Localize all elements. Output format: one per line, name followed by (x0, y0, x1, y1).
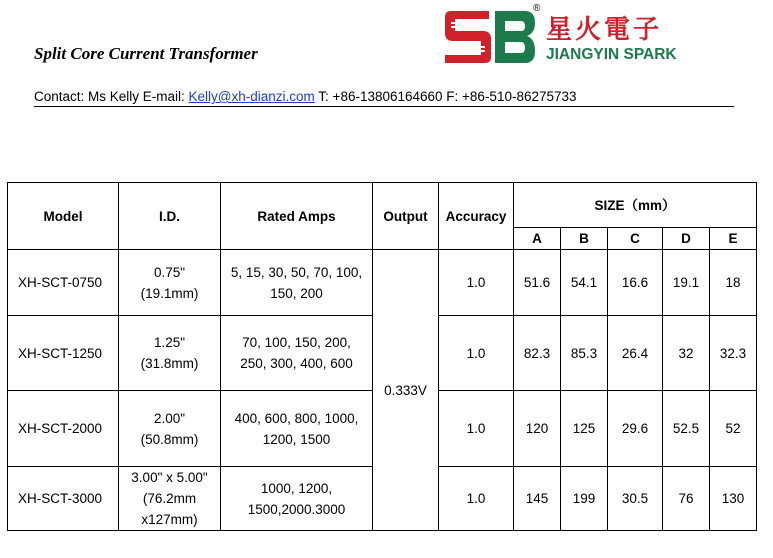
cell-id: 3.00" x 5.00" (76.2mm x127mm) (119, 467, 221, 531)
cell-accuracy: 1.0 (439, 250, 514, 316)
header-rated-amps: Rated Amps (221, 183, 373, 250)
spark-logo-mark (443, 9, 537, 65)
email-link[interactable]: Kelly@xh-dianzi.com (188, 89, 315, 104)
cell-id: 2.00" (50.8mm) (119, 391, 221, 467)
contact-suffix: T: +86-13806164660 F: +86-510-86275733 (314, 89, 577, 104)
cell-accuracy: 1.0 (439, 467, 514, 531)
cell-dim-a: 145 (514, 467, 561, 531)
cell-dim-d: 52.5 (663, 391, 710, 467)
cell-dim-e: 18 (710, 250, 757, 316)
cell-dim-e: 32.3 (710, 316, 757, 391)
logo-english-text: JIANGYIN SPARK (546, 46, 677, 63)
cell-amps: 70, 100, 150, 200, 250, 300, 400, 600 (221, 316, 373, 391)
header-model: Model (8, 183, 119, 250)
cell-dim-a: 120 (514, 391, 561, 467)
header-size: SIZE（mm） (514, 183, 757, 228)
cell-dim-b: 54.1 (561, 250, 608, 316)
document-title: Split Core Current Transformer (34, 44, 258, 63)
cell-model: XH-SCT-2000 (8, 391, 119, 467)
cell-dim-e: 52 (710, 391, 757, 467)
header-accuracy: Accuracy (439, 183, 514, 250)
cell-dim-c: 26.4 (608, 316, 663, 391)
cell-model: XH-SCT-0750 (8, 250, 119, 316)
header-dim-c: C (608, 228, 663, 250)
company-logo (443, 3, 677, 66)
cell-dim-d: 76 (663, 467, 710, 531)
cell-accuracy: 1.0 (439, 316, 514, 391)
cell-dim-c: 16.6 (608, 250, 663, 316)
cell-amps: 5, 15, 30, 50, 70, 100, 150, 200 (221, 250, 373, 316)
cell-id: 1.25" (31.8mm) (119, 316, 221, 391)
cell-amps: 1000, 1200, 1500,2000.3000 (221, 467, 373, 531)
header-dim-b: B (561, 228, 608, 250)
cell-dim-c: 30.5 (608, 467, 663, 531)
cell-dim-a: 82.3 (514, 316, 561, 391)
cell-accuracy: 1.0 (439, 391, 514, 467)
cell-dim-b: 199 (561, 467, 608, 531)
header-id: I.D. (119, 183, 221, 250)
contact-line (34, 89, 577, 104)
contact-underline (34, 106, 734, 107)
cell-dim-d: 19.1 (663, 250, 710, 316)
contact-prefix: Contact: Ms Kelly E-mail: (34, 89, 189, 104)
cell-amps: 400, 600, 800, 1000, 1200, 1500 (221, 391, 373, 467)
cell-dim-e: 130 (710, 467, 757, 531)
cell-dim-c: 29.6 (608, 391, 663, 467)
spec-table (7, 182, 757, 531)
cell-dim-a: 51.6 (514, 250, 561, 316)
registered-mark: ® (533, 3, 541, 14)
cell-model: XH-SCT-1250 (8, 316, 119, 391)
cell-dim-d: 32 (663, 316, 710, 391)
cell-dim-b: 85.3 (561, 316, 608, 391)
header-dim-a: A (514, 228, 561, 250)
header-dim-e: E (710, 228, 757, 250)
logo-chinese-text: 星火電子 (546, 15, 663, 45)
cell-id: 0.75" (19.1mm) (119, 250, 221, 316)
cell-output: 0.333V (373, 250, 439, 531)
table-row (8, 250, 757, 316)
header-dim-d: D (663, 228, 710, 250)
cell-dim-b: 125 (561, 391, 608, 467)
header-output: Output (373, 183, 439, 250)
cell-model: XH-SCT-3000 (8, 467, 119, 531)
